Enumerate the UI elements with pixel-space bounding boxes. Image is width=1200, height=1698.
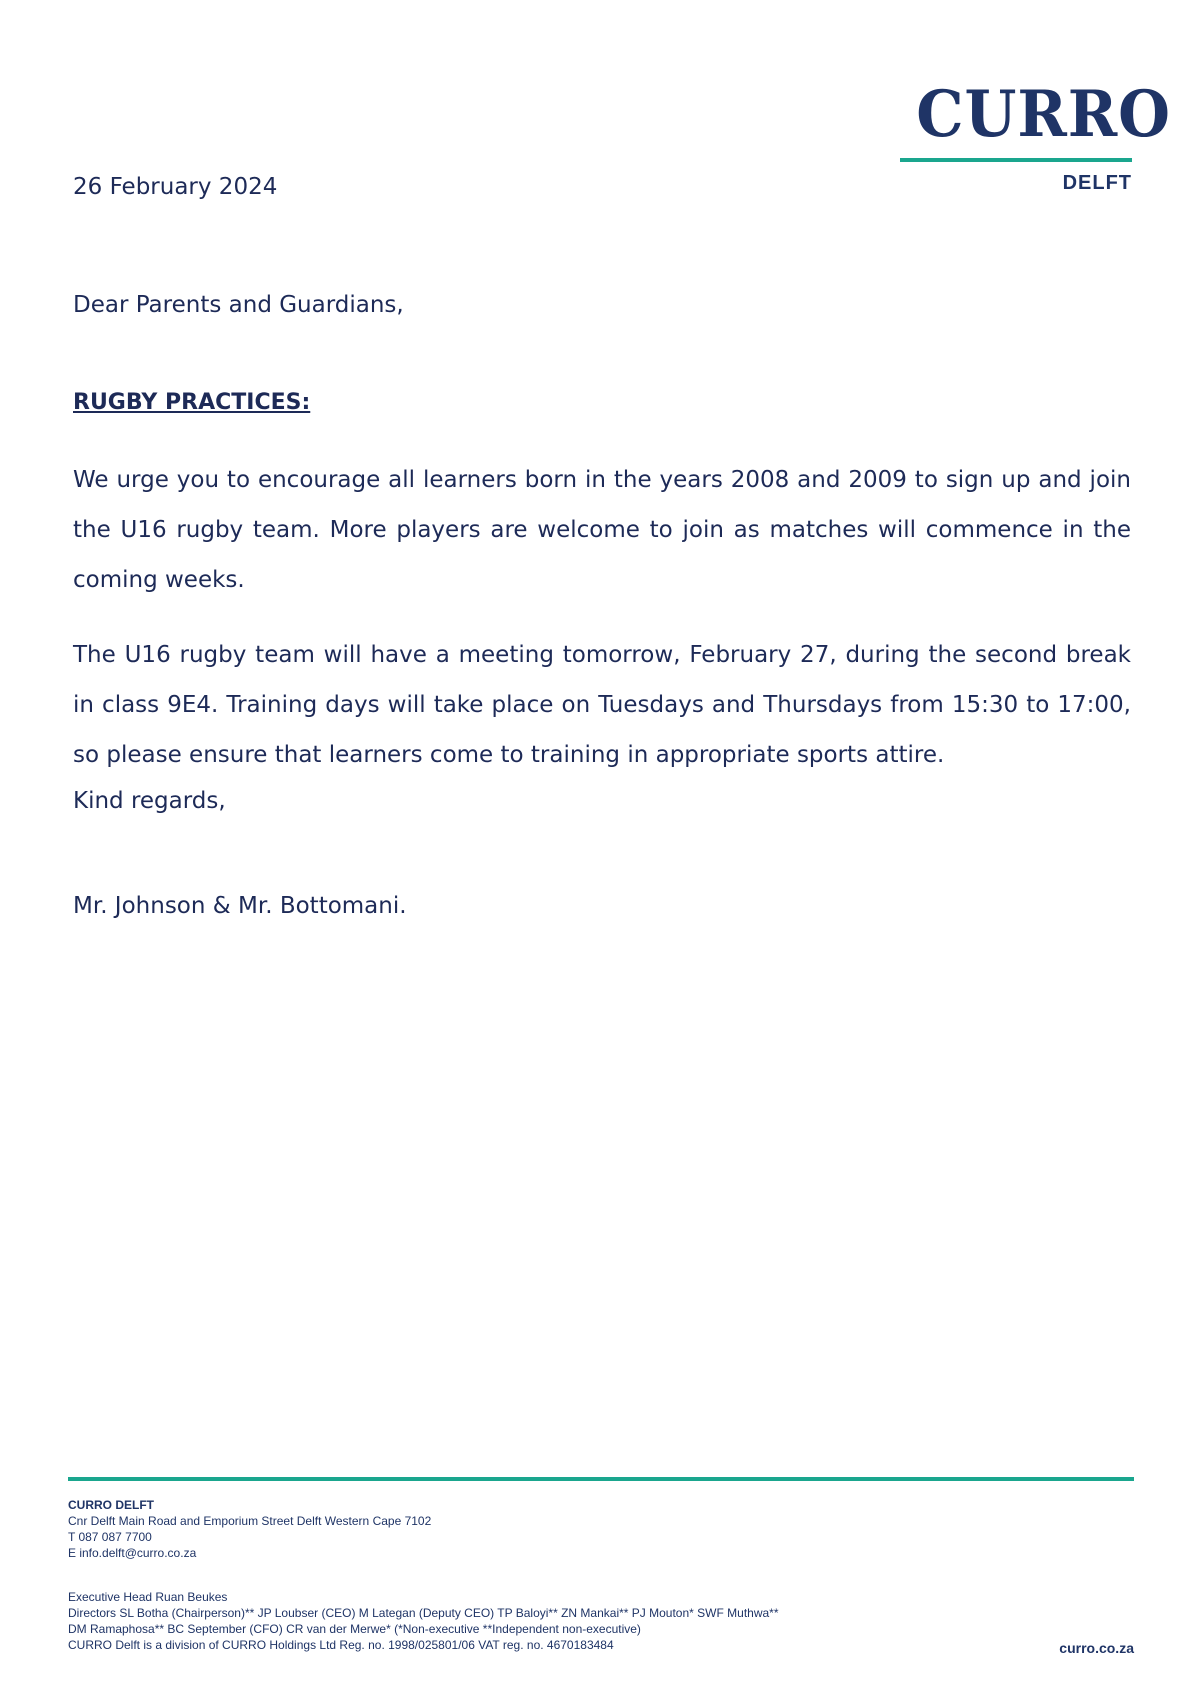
footer-org: CURRO DELFT <box>68 1498 154 1512</box>
letter-paragraph: The U16 rugby team will have a meeting tomorrow, February 27, during the second break in class 9E4. Training days will take place on Tuesdays and Thursdays from 15:30 to 17:00, so please ensure that learners come to training in appropriate sports attire. <box>73 642 1131 768</box>
footer-website-link[interactable]: curro.co.za <box>1059 1640 1134 1656</box>
footer-division: CURRO Delft is a division of CURRO Holdings Ltd Reg. no. 1998/025801/06 VAT reg. no. 4670183484 <box>68 1638 614 1652</box>
letter-salutation: Dear Parents and Guardians, <box>73 292 404 318</box>
letter-heading: RUGBY PRACTICES: <box>73 390 311 415</box>
letter-paragraph: We urge you to encourage all learners born in the years 2008 and 2009 to sign up and join the U16 rugby team. More players are welcome to join as matches will commence in the coming weeks. <box>73 467 1131 593</box>
letter-date: 26 February 2024 <box>73 174 278 200</box>
footer-phone: T 087 087 7700 <box>68 1530 152 1544</box>
letter-signature: Mr. Johnson & Mr. Bottomani. <box>73 893 407 919</box>
footer-divider <box>68 1477 1134 1481</box>
footer-executive: Executive Head Ruan Beukes <box>68 1590 228 1604</box>
logo-campus: DELFT <box>1062 172 1132 194</box>
footer-email: E info.delft@curro.co.za <box>68 1546 197 1560</box>
footer-directors-continued: DM Ramaphosa** BC September (CFO) CR van der Merwe* (*Non-executive **Independent non-executive) <box>68 1622 641 1636</box>
footer-address: Cnr Delft Main Road and Emporium Street Delft Western Cape 7102 <box>68 1514 432 1528</box>
footer-details <box>68 1497 968 1653</box>
letter-closing: Kind regards, <box>73 788 226 814</box>
curro-logo <box>900 77 1171 195</box>
footer-directors: Directors SL Botha (Chairperson)** JP Loubser (CEO) M Lategan (Deputy CEO) TP Baloyi** ZN Mankai** PJ Mouton* SWF Muthwa** <box>68 1606 779 1620</box>
logo-wordmark: CURRO <box>916 77 1171 152</box>
logo-underline <box>900 158 1132 162</box>
